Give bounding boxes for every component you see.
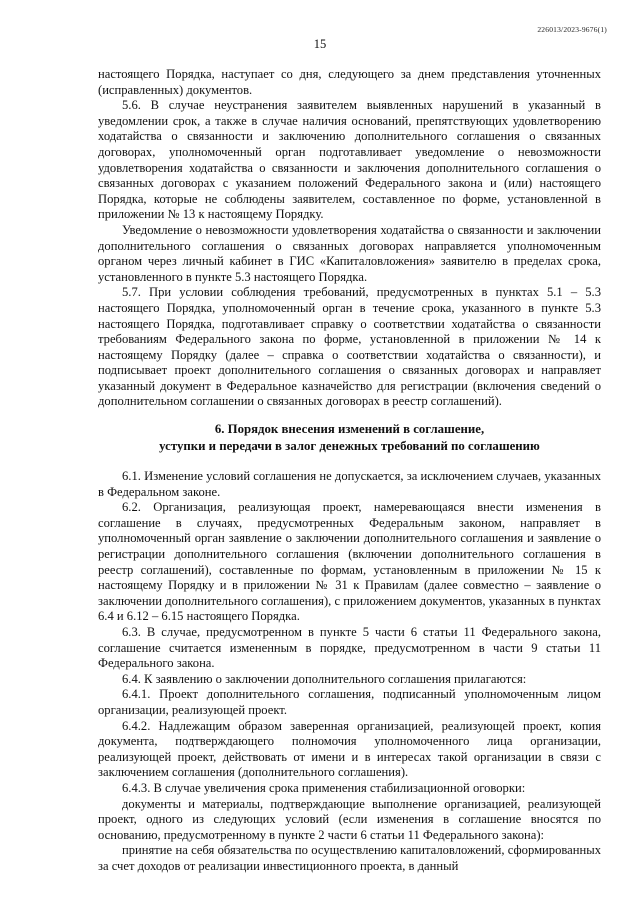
paragraph: 6.4.1. Проект дополнительного соглашения, подписанный уполномоченным лицом организации, реализующей проект.: [98, 687, 601, 717]
document-id: 226013/2023-9676(1): [537, 25, 607, 34]
paragraph: настоящего Порядка, наступает со дня, следующего за днем представления уточненных (исправленных) документов.: [98, 67, 601, 97]
paragraph: 6.4.2. Надлежащим образом заверенная организацией, реализующей проект, копия документа, подтверждающего полномочия уполномоченного лица организации, реализующей проект, действовать от имени и в интересах такой организации в связи с заключением соглашения (дополнительного соглашения).: [98, 718, 601, 780]
section-title-line-1: 6. Порядок внесения изменений в соглашение,: [214, 422, 485, 437]
document-body: [98, 67, 601, 875]
section-title-line-2: уступки и передачи в залог денежных требований по соглашению: [159, 439, 540, 454]
paragraph: 6.2. Организация, реализующая проект, намеревающаяся внести изменения в соглашение в случаях, предусмотренных Федеральным законом, направляет в уполномоченный орган заявление о заключении дополнительного соглашения и заявление о регистрации дополнительного соглашения (включении дополнительного соглашения в реестр соглашений), составленные по формам, установленным в приложении № 15 к настоящему Порядку и в приложении № 31 к Правилам (далее совместно – заявление о заключении дополнительного соглашения), с приложением документов, указанных в пунктах 6.4 и 6.12 – 6.15 настоящего Порядка.: [98, 500, 601, 624]
paragraph: 5.6. В случае неустранения заявителем выявленных нарушений в указанный в уведомлении срок, а также в случае наличия оснований, препятствующих удовлетворению ходатайства о связанности и заключению дополнительного соглашения о связанных договорах, уполномоченный орган подготавливает уведомление о невозможности удовлетворения ходатайства о связанности и заключения дополнительного соглашения о связанных договорах с указанием положений Федерального закона и (или) настоящего Порядка, которые не соблюдены заявителем, составленное по форме, установленной в приложении № 13 к настоящему Порядку.: [98, 98, 601, 222]
paragraphs-before-section: [98, 67, 601, 410]
paragraphs-after-section: [98, 469, 601, 874]
paragraph: 6.1. Изменение условий соглашения не допускается, за исключением случаев, указанных в Федеральном законе.: [98, 469, 601, 499]
paragraph: 6.4.3. В случае увеличения срока применения стабилизационной оговорки:: [122, 780, 526, 795]
paragraph: документы и материалы, подтверждающие выполнение организацией, реализующей проект, одного из следующих условий (если изменения в соглашение вносятся по основанию, предусмотренному в пункте 2 части 6 статьи 11 Федерального закона):: [98, 796, 601, 842]
section-title: [98, 421, 601, 455]
page-number: 15: [313, 37, 327, 51]
paragraph: Уведомление о невозможности удовлетворения ходатайства о связанности и заключении дополнительного соглашения о связанных договорах направляется уполномоченным органом через личный кабинет в ГИС «Капиталовложения» заявителю в пределах срока, установленного в пункте 5.3 настоящего Порядка.: [98, 222, 601, 284]
paragraph: 5.7. При условии соблюдения требований, предусмотренных в пунктах 5.1 – 5.3 настоящего Порядка, уполномоченный орган в течение срока, указанного в пункте 5.3 настоящего Порядка, подготавливает справку о соответствии ходатайства о связанности требованиям Федерального закона по форме, установленной в приложении № 14 к настоящему Порядку (далее – справка о соответствии ходатайства о связанности), и подписывает проект дополнительного соглашения о связанных договорах и направляет указанный документ в Федеральное казначейство для регистрации (включения сведений о дополнительном соглашении о связанных договорах в реестр соглашений).: [98, 285, 601, 409]
paragraph: принятие на себя обязательства по осуществлению капиталовложений, сформированных за счет доходов от реализации инвестиционного проекта, в данный: [98, 843, 601, 873]
paragraph: 6.4. К заявлению о заключении дополнительного соглашения прилагаются:: [122, 671, 527, 686]
paragraph: 6.3. В случае, предусмотренном в пункте 5 части 6 статьи 11 Федерального закона, соглашение считается измененным в порядке, предусмотренном в части 9 статьи 11 Федерального закона.: [98, 625, 601, 671]
